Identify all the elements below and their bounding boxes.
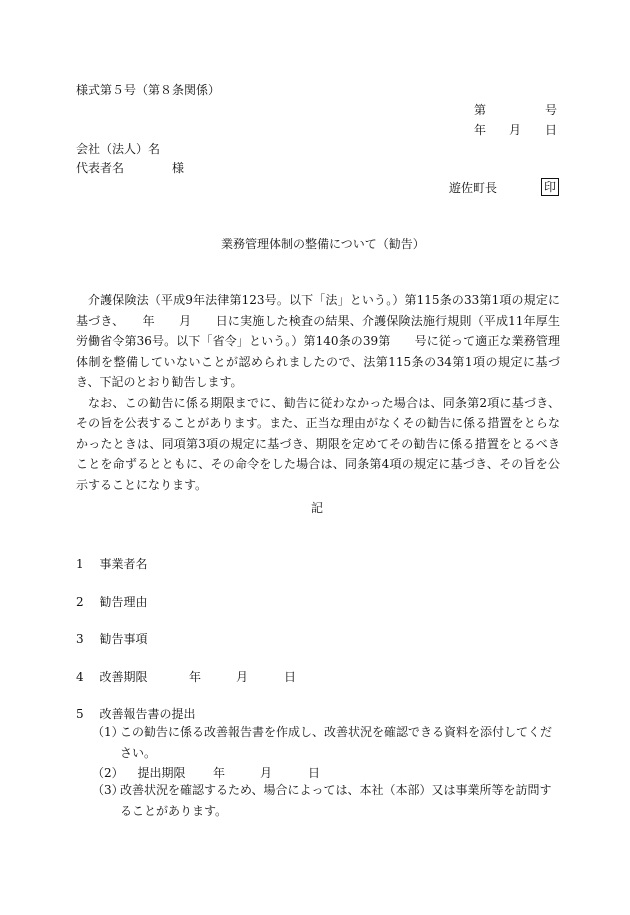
doc-number-go: 号: [545, 103, 558, 117]
item-5-number: 5: [76, 707, 84, 721]
body-text: [76, 290, 560, 495]
item-3-label: 勧告事項: [99, 632, 148, 646]
doc-date-year: 年: [474, 123, 487, 137]
ki-heading: 記: [311, 501, 324, 515]
item-4-label: 改善期限: [99, 670, 148, 684]
item-2-number: 2: [76, 595, 84, 609]
item-2: [76, 596, 147, 608]
subitem-1: [92, 722, 560, 763]
item-4-day: 日: [284, 670, 297, 684]
body-paragraph-2: なお、この勧告に係る期限までに、勧告に従わなかった場合は、同条第2項に基づき、その旨を公表することがあります。また、正当な理由がなくその勧告に係る措置をとらなかったときは、同項第3項の規定に基づき、期限を定めてその勧告に係る措置をとるべきことを命ずるとともに、その命令をした場合は、同条第4項の規定に基づき、その旨を公示することになります。: [76, 395, 560, 492]
subject-title: 業務管理体制の整備について（勧告）: [221, 237, 425, 251]
item-3-number: 3: [76, 632, 84, 646]
subitem-1-number: （1）: [92, 725, 124, 739]
item-4-number: 4: [76, 670, 84, 684]
item-1-number: 1: [76, 557, 84, 571]
subitem-3: [92, 780, 560, 821]
item-2-label: 勧告理由: [99, 595, 148, 609]
subitem-1-text: この勧告に係る改善報告書を作成し、改善状況を確認できる資料を添付してください。: [120, 725, 553, 760]
addressee-sama: 様: [172, 161, 185, 175]
subitem-3-text: 改善状況を確認するため、場合によっては、本社（本部）又は事業所等を訪問することがあります。: [120, 783, 552, 818]
item-4-month: 月: [236, 670, 249, 684]
item-4-year: 年: [189, 670, 202, 684]
seal-mark: 印: [541, 178, 559, 196]
addressee-company: 会社（法人）名: [76, 142, 161, 156]
seal-box: [541, 178, 559, 196]
item-4: [76, 671, 147, 683]
subitem-2-number: （2）: [92, 766, 124, 780]
item-3: [76, 633, 147, 645]
sender-title: 遊佐町長: [449, 181, 498, 195]
subitem-2-day: 日: [308, 766, 321, 780]
subitem-2: [92, 767, 185, 779]
form-number: 様式第５号（第８条関係）: [76, 83, 221, 97]
item-1: [76, 558, 147, 570]
body-paragraph-1: 介護保険法（平成9年法律第123号。以下「法」という。）第115条の33第1項の規定に基づき、 年 月 日に実施した検査の結果、介護保険法施行規則（平成11年厚生労働省令第36号。以下「省令」という。）第140条の39第 号に従って適正な業務管理体制を整備していないことが認められましたので、法第115条の34第1項の規定に基づき、下記のとおり勧告します。: [76, 293, 560, 389]
item-1-label: 事業者名: [99, 557, 148, 571]
addressee-representative: 代表者名: [76, 161, 125, 175]
subitem-3-number: （3）: [92, 783, 124, 797]
doc-number-dai: 第: [474, 103, 487, 117]
subitem-2-month: 月: [260, 766, 273, 780]
doc-date-month: 月: [509, 123, 522, 137]
subitem-2-year: 年: [213, 766, 226, 780]
item-5-label: 改善報告書の提出: [99, 707, 196, 721]
subitem-2-label: 提出期限: [137, 766, 186, 780]
item-5: [76, 708, 195, 720]
doc-date-day: 日: [545, 123, 558, 137]
